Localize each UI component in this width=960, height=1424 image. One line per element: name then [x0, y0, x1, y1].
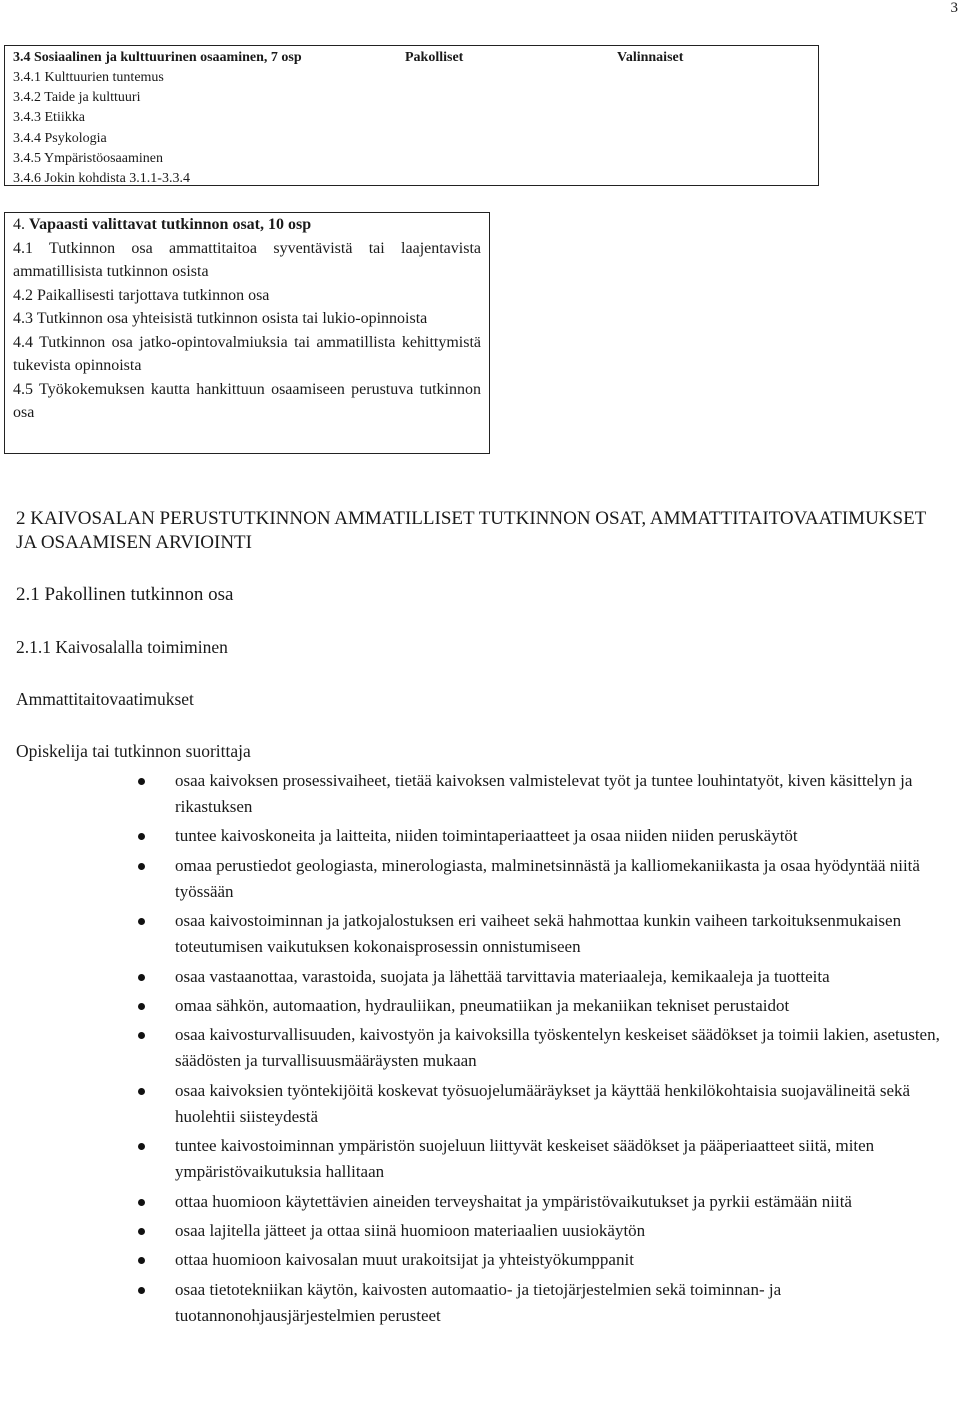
list-item: omaa perustiedot geologiasta, minerologiasta, malminetsinnästä ja kalliomekaniikasta ja osaa hyödyntää niitä työssään [0, 853, 960, 905]
table-header-mandatory: Pakolliset [405, 50, 464, 65]
table-row: 3.4.5 Ympäristöosaaminen [13, 150, 163, 166]
list-item: osaa kaivosturvallisuuden, kaivostyön ja kaivoksilla työskentelyn keskeiset säädökset ja toimii lakien, asetusten, säädösten ja turvallisuusmääräysten mukaan [0, 1022, 960, 1074]
table-row: 3.4.6 Jokin kohdista 3.1.1-3.3.4 [13, 171, 190, 187]
table-row: 4.4 Tutkinnon osa jatko-opintovalmiuksia tai ammatillista kehittymistä tukevista opinnoista [13, 333, 481, 374]
social-cultural-table [4, 45, 819, 186]
table-header-title: 3.4 Sosiaalinen ja kulttuurinen osaaminen, 7 osp [13, 50, 302, 65]
table-row: 4.3 Tutkinnon osa yhteisistä tutkinnon osista tai lukio-opinnoista [13, 310, 428, 327]
list-item: osaa kaivostoiminnan ja jatkojalostuksen eri vaiheet sekä hahmottaa kunkin vaiheen tarkoituksenmukaisen toteutumisen vaikutuksen kokonaisprosessin onnistumiseen [0, 908, 960, 960]
section-heading: 2 KAIVOSALAN PERUSTUTKINNON AMMATILLISET TUTKINNON OSAT, AMMATTITAITOVAATIMUKSET JA OSAAMISEN ARVIOINTI [16, 508, 926, 553]
list-item: osaa tietotekniikan käytön, kaivosten automaatio- ja tietojärjestelmien sekä toiminnan- ja tuotannonohjausjärjestelmien perusteet [0, 1277, 960, 1329]
list-item: ottaa huomioon kaivosalan muut urakoitsijat ja yhteistyökumppanit [0, 1247, 960, 1273]
list-item: osaa kaivoksien työntekijöitä koskevat työsuojelumääräykset ja käyttää henkilökohtaisia suojavälineitä sekä huolehtii siisteydestä [0, 1078, 960, 1130]
list-item: tuntee kaivoskoneita ja laitteita, niiden toimintaperiaatteet ja osaa niiden niiden peruskäytöt [0, 823, 960, 849]
table-row: 3.4.1 Kulttuurien tuntemus [13, 70, 164, 85]
list-item: osaa vastaanottaa, varastoida, suojata ja lähettää tarvittavia materiaaleja, kemikaaleja ja tuotteita [0, 964, 960, 990]
table-header-optional: Valinnaiset [617, 50, 684, 65]
table-header [13, 48, 818, 68]
list-item: ottaa huomioon käytettävien aineiden terveyshaitat ja ympäristövaikutukset ja pyrkii estämään niitä [0, 1189, 960, 1215]
table-row: 3.4.4 Psykologia [13, 130, 107, 146]
requirements-list [0, 768, 960, 1332]
table-row: 4.5 Työkokemuksen kautta hankittuun osaamiseen perustuva tutkinnon osa [13, 380, 481, 421]
elective-units-heading [13, 213, 481, 237]
elective-units-table [4, 212, 490, 454]
list-item: osaa lajitella jätteet ja ottaa siinä huomioon materiaalien uusiokäytön [0, 1218, 960, 1244]
table-row: 4.2 Paikallisesti tarjottava tutkinnon osa [13, 286, 270, 304]
elective-units-title: Vapaasti valittavat tutkinnon osat, 10 osp [29, 216, 312, 233]
table-row: 3.4.3 Etiikka [13, 110, 85, 126]
requirements-heading: Ammattitaitovaatimukset [16, 689, 194, 709]
intro-text: Opiskelija tai tutkinnon suorittaja [16, 741, 251, 761]
list-item: osaa kaivoksen prosessivaiheet, tietää kaivoksen valmistelevat työt ja tuntee louhintatyöt, kiven käsittelyn ja rikastuksen [0, 768, 960, 820]
list-item: tuntee kaivostoiminnan ympäristön suojeluun liittyvät keskeiset säädökset ja pääperiaatteet siitä, miten ympäristövaikutuksia hallitaan [0, 1133, 960, 1185]
unit-heading: 2.1.1 Kaivosalalla toimiminen [16, 637, 228, 657]
subsection-heading: 2.1 Pakollinen tutkinnon osa [16, 584, 234, 605]
table-row: 4.1 Tutkinnon osa ammattitaitoa syventävistä tai laajentavista ammatillisista tutkinnon osista [13, 239, 481, 280]
list-item: omaa sähkön, automaation, hydrauliikan, pneumatiikan ja mekaniikan tekniset perustaidot [0, 993, 960, 1019]
table-row: 3.4.2 Taide ja kulttuuri [13, 90, 141, 106]
elective-units-prefix: 4. [13, 216, 29, 233]
page-number: 3 [950, 0, 958, 16]
